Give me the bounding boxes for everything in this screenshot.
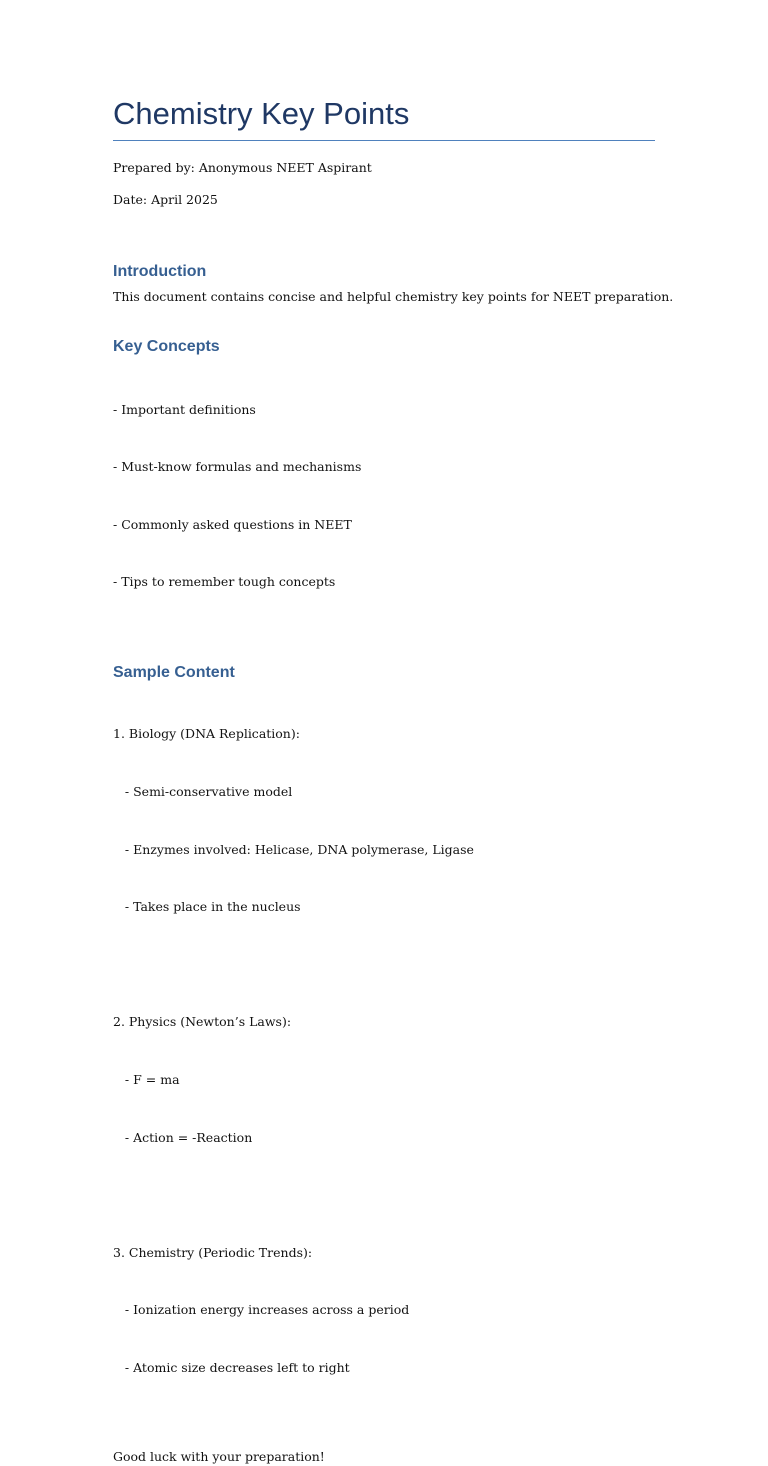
document-title: Chemistry Key Points [113,96,410,131]
sample-line: - Takes place in the nucleus [113,899,301,915]
list-item: - Must-know formulas and mechanisms [113,459,362,475]
sample-content-heading: Sample Content [113,663,235,681]
sample-line: 1. Biology (DNA Replication): [113,726,300,742]
sample-line [113,1185,655,1204]
key-concepts-list [113,361,655,630]
list-item: - Tips to remember tough concepts [113,574,336,590]
sample-line: 3. Chemistry (Periodic Trends): [113,1244,313,1260]
sample-line [113,955,655,974]
list-item: - Commonly asked questions in NEET [113,516,352,532]
key-concepts-heading: Key Concepts [113,338,220,356]
prepared-by-line: Prepared by: Anonymous NEET Aspirant [113,160,372,175]
title-underline [113,140,655,141]
closing-text: Good luck with your preparation! [113,1448,325,1464]
introduction-heading: Introduction [113,263,207,280]
list-item: - Important definitions [113,401,256,417]
date-line: Date: April 2025 [113,192,218,207]
sample-line: 2. Physics (Newton’s Laws): [113,1014,292,1030]
sample-line: - Semi-conservative model [113,783,293,799]
sample-line: - F = ma [113,1071,180,1087]
sample-line: - Ionization energy increases across a period [113,1302,410,1318]
sample-line: - Action = -Reaction [113,1129,253,1145]
sample-line: - Enzymes involved: Helicase, DNA polymerase, Ligase [113,841,474,857]
sample-content-list [113,686,655,1416]
sample-line: - Atomic size decreases left to right [113,1359,350,1375]
introduction-text: This document contains concise and helpful chemistry key points for NEET preparation. [113,289,674,304]
